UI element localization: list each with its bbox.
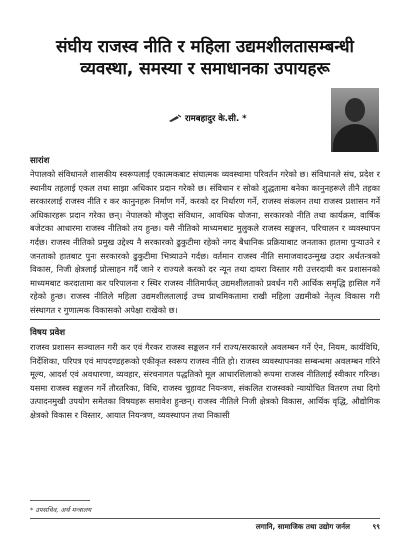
abstract-paragraph: नेपालको संविधानले शासकीय स्वरूपलाई एकात्मकबाट संघात्मक व्यवस्थामा परिवर्तन गरेको छ। संविधानले संघ, प्रदेश र स्थानीय तहलाई एकल तथा साझा अधिकार प्रदान गरेको छ। संविधान र सोको शुद्धतामा बनेका कानुनहरूले तीनै तहका सरकारलाई राजस्व नीति र कर कानुनहरू निर्माण गर्ने, करको दर निर्धारण गर्ने, राजस्व संकलन तथा राजस्व प्रशासन गर्ने अधिकारहरू प्रदान गरेका छन्। नेपालको मौजुदा संविधान, आवधिक योजना, सरकारको नीति तथा कार्यक्रम, वार्षिक बजेटका आधारमा राजस्व नीतिको तय हुन्छ। यसै नीतिको माध्यमबाट मुलुकले राजस्व सङ्कलन, परिचालन र व्यवस्थापन गर्दछ। राजस्व नीतिको प्रमुख उद्देश्य नै सरकारको ढुकुटीमा रहेको नगद बैधानिक प्रक्रियाबाट जनताका हातमा पुर्‍याउने र जनताको हातबाट पुनः सरकारको ढुकुटीमा भित्र्याउने गर्दछ। वर्तमान राजस्व नीति समाजवादउन्मुख उदार अर्थतन्त्रको विकास, निजी क्षेत्रलाई प्रोत्साहन गर्दै जाने र राज्यले करको दर न्यून तथा दायरा विस्तार गरी उत्तरदायी कर प्रशासनको माध्यमबाट करदातामा कर परिपालना र स्थिर राजस्व नीतिमार्फत् उद्यमशीलताको प्रवर्धन गरी आर्थिक समृद्धि हासिल गर्ने रहेको हुन्छ। राजस्व नीतिले महिला उद्यमशीलतालाई उच्च प्राथमिकतामा राखी महिला उद्यमीको नेतृत्व विकास गरी संस्थागत र गुणात्मक विकासको अपेक्षा राखेको छ। (30, 169, 380, 315)
footnote-rule (30, 500, 90, 501)
footnote: * उपसचिव, अर्थ मन्त्रालय (30, 506, 92, 514)
author-photo-shoulders (333, 124, 377, 152)
intro-heading: विषय प्रवेश (30, 328, 66, 338)
page-number: ९९ (372, 522, 380, 531)
journal-name: लगानि, सामाजिक तथा उद्योग जर्नल (255, 522, 350, 531)
section-divider (30, 319, 380, 320)
author-photo-head (345, 98, 365, 122)
author-photo (331, 88, 379, 152)
article-title (30, 36, 380, 80)
title-line-1: संघीय राजस्व नीति र महिला उद्यमशीलतासम्बन्धी (56, 37, 354, 57)
author-line (168, 113, 247, 124)
abstract-heading: सारांश (30, 156, 50, 166)
author-name: रामबहादुर के.सी. * (185, 114, 247, 124)
pen-icon (168, 114, 182, 123)
page-footer (30, 518, 380, 535)
intro-paragraph: राजस्व प्रशासन सञ्चालन गरी कर एवं गैरकर राजस्व सङ्कलन गर्न राज्य/सरकारले अवलम्बन गर्ने ऐन, नियम, कार्यविधि, निर्देशिका, परिपत्र एवं मापदण्डहरूको एकीकृत स्वरूप राजस्व नीति हो। राजस्व व्यवस्थापनका सम्बन्धमा अवलम्बन गरिने मूल्य, आदर्श एवं अवधारणा, व्यवहार, संरचनागत पद्धतिको मूल आधारशिलाको रूपमा राजस्व नीतिलाई स्वीकार गरिन्छ। यसमा राजस्व सङ्कलन गर्ने तौरतरिका, विधि, राजस्व चुहावट नियन्त्रण, संकलित राजस्वको न्यायोचित वितरण तथा दिगो उत्पादनमुखी उपयोग समेतका विषयहरू समावेश हुन्छन्। राजस्व नीतिले निजी क्षेत्रको विकास, आर्थिक वृद्धि, औद्योगिक क्षेत्रको विकास र विस्तार, आयात नियन्त्रण, व्यवस्थापन तथा निकासी (30, 342, 380, 420)
title-line-2: व्यवस्था, समस्या र समाधानका उपायहरू (80, 59, 330, 79)
